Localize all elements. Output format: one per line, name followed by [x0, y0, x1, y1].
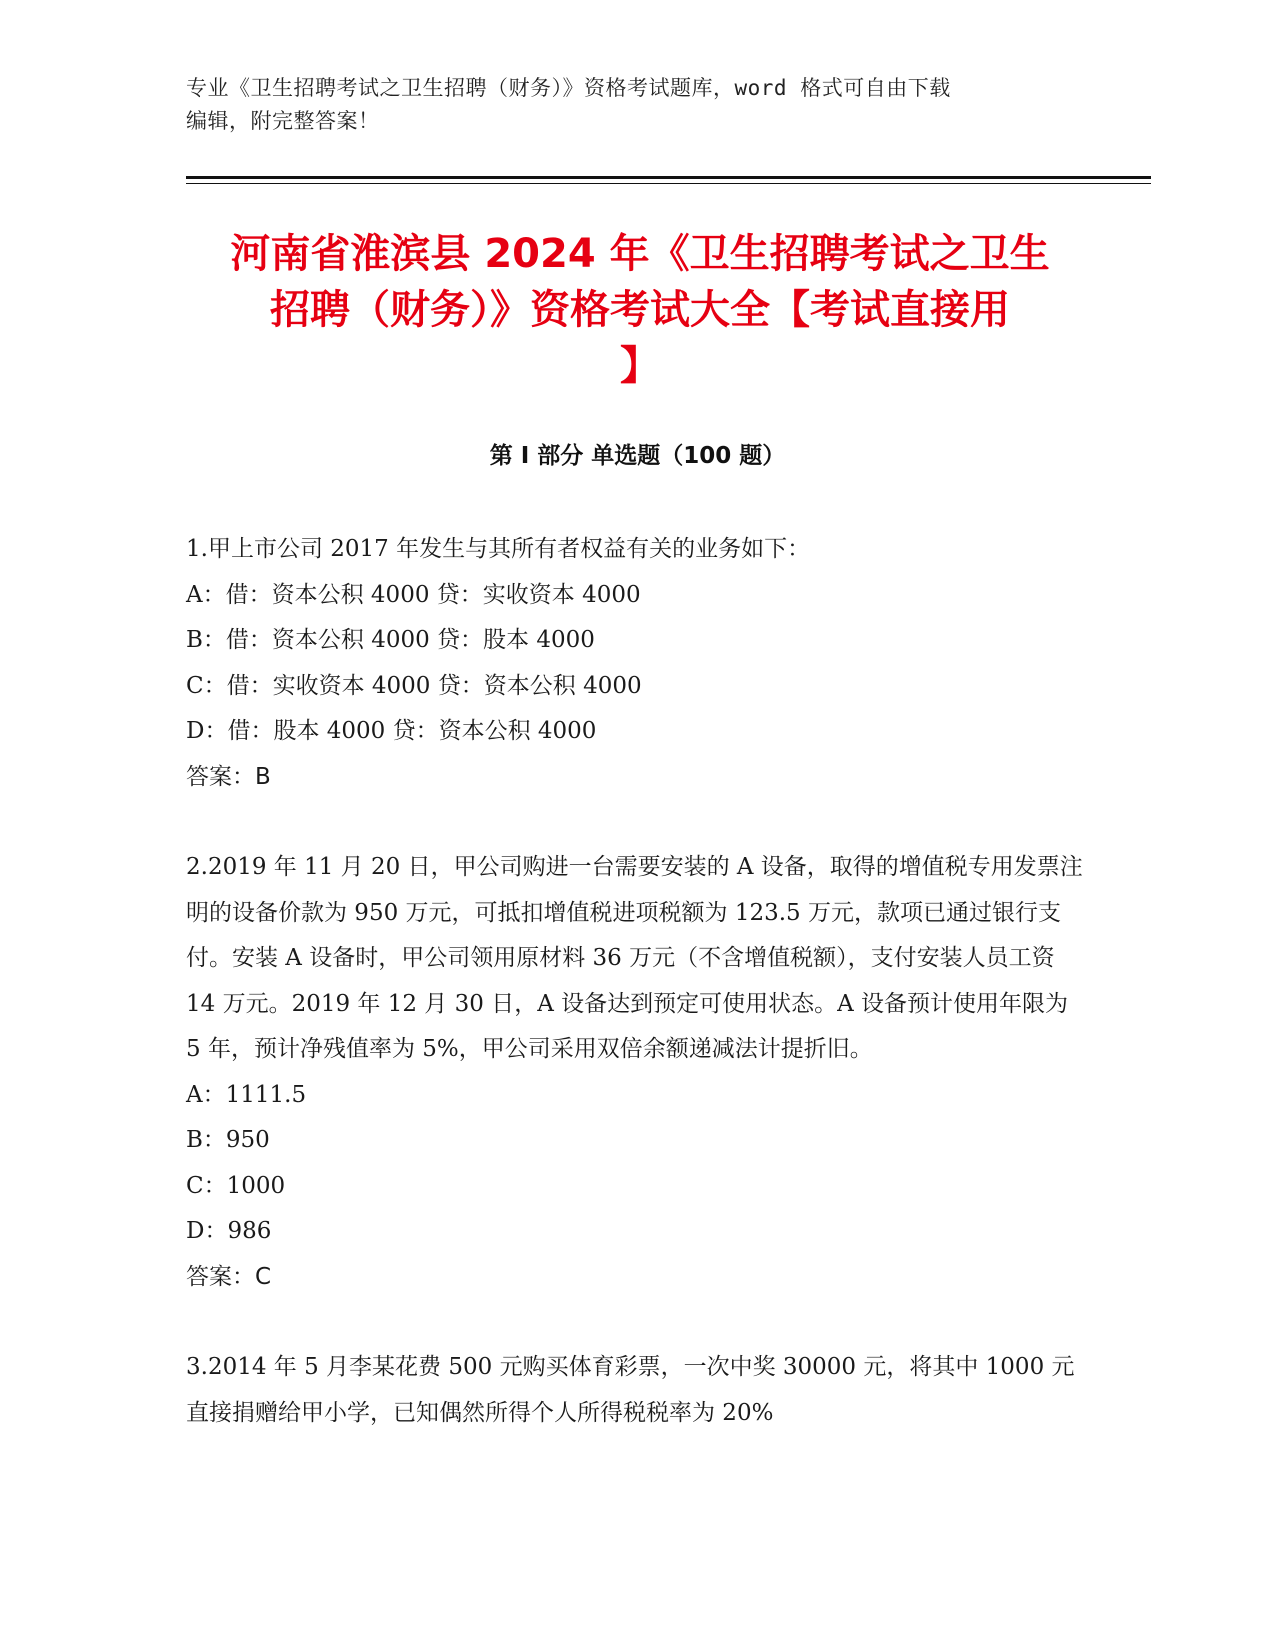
question-1: [186, 527, 1086, 800]
header-note: [186, 72, 1086, 138]
option-c: C：借：实收资本 4000 贷：资本公积 4000: [186, 672, 642, 699]
question-list: [186, 527, 1086, 1481]
document-title: [180, 226, 1100, 394]
option-d: D：986: [186, 1218, 272, 1244]
header-note-line-2: 编辑，附完整答案！: [186, 109, 380, 133]
title-line-2: 招聘（财务）》资格考试大全【考试直接用: [270, 287, 1010, 333]
question-3: [186, 1345, 1086, 1436]
question-stem: 2.2019 年 11 月 20 日，甲公司购进一台需要安装的 A 设备，取得的增值税专用发票注明的设备价款为 950 万元，可抵扣增值税进项税额为 123.5 万元，款项已通过银行支付。安装 A 设备时，甲公司领用原材料 36 万元（不含增值税额），支付安装人员工资 14 万元。2019 年 12 月 30 日，A 设备达到预定可使用状态。A 设备预计使用年限为 5 年，预计净残值率为 5%，甲公司采用双倍余额递减法计提折旧。: [186, 854, 1083, 1062]
option-b: B：950: [186, 1127, 270, 1153]
answer: 答案：C: [186, 1263, 272, 1290]
title-line-3: 】: [620, 343, 660, 389]
answer: 答案：B: [186, 763, 271, 790]
question-2: [186, 845, 1086, 1300]
question-stem: 1.甲上市公司 2017 年发生与其所有者权益有关的业务如下：: [186, 536, 811, 562]
option-b: B：借：资本公积 4000 贷：股本 4000: [186, 627, 595, 653]
title-line-1: 河南省淮滨县 2024 年《卫生招聘考试之卫生: [230, 231, 1050, 277]
question-stem: 3.2014 年 5 月李某花费 500 元购买体育彩票，一次中奖 30000 元，将其中 1000 元直接捐赠给甲小学，已知偶然所得个人所得税税率为 20%: [186, 1354, 1075, 1426]
option-a: A：1111.5: [186, 1081, 307, 1108]
option-c: C：1000: [186, 1172, 286, 1199]
header-divider-thin: [186, 183, 1151, 184]
option-a: A：借：资本公积 4000 贷：实收资本 4000: [186, 581, 641, 608]
header-note-line-1: 专业《卫生招聘考试之卫生招聘（财务）》资格考试题库，word 格式可自由下载: [186, 76, 951, 100]
option-d: D：借：股本 4000 贷：资本公积 4000: [186, 718, 597, 744]
section-heading: 第 I 部分 单选题（100 题）: [489, 443, 786, 469]
header-divider-thick: [186, 176, 1151, 179]
